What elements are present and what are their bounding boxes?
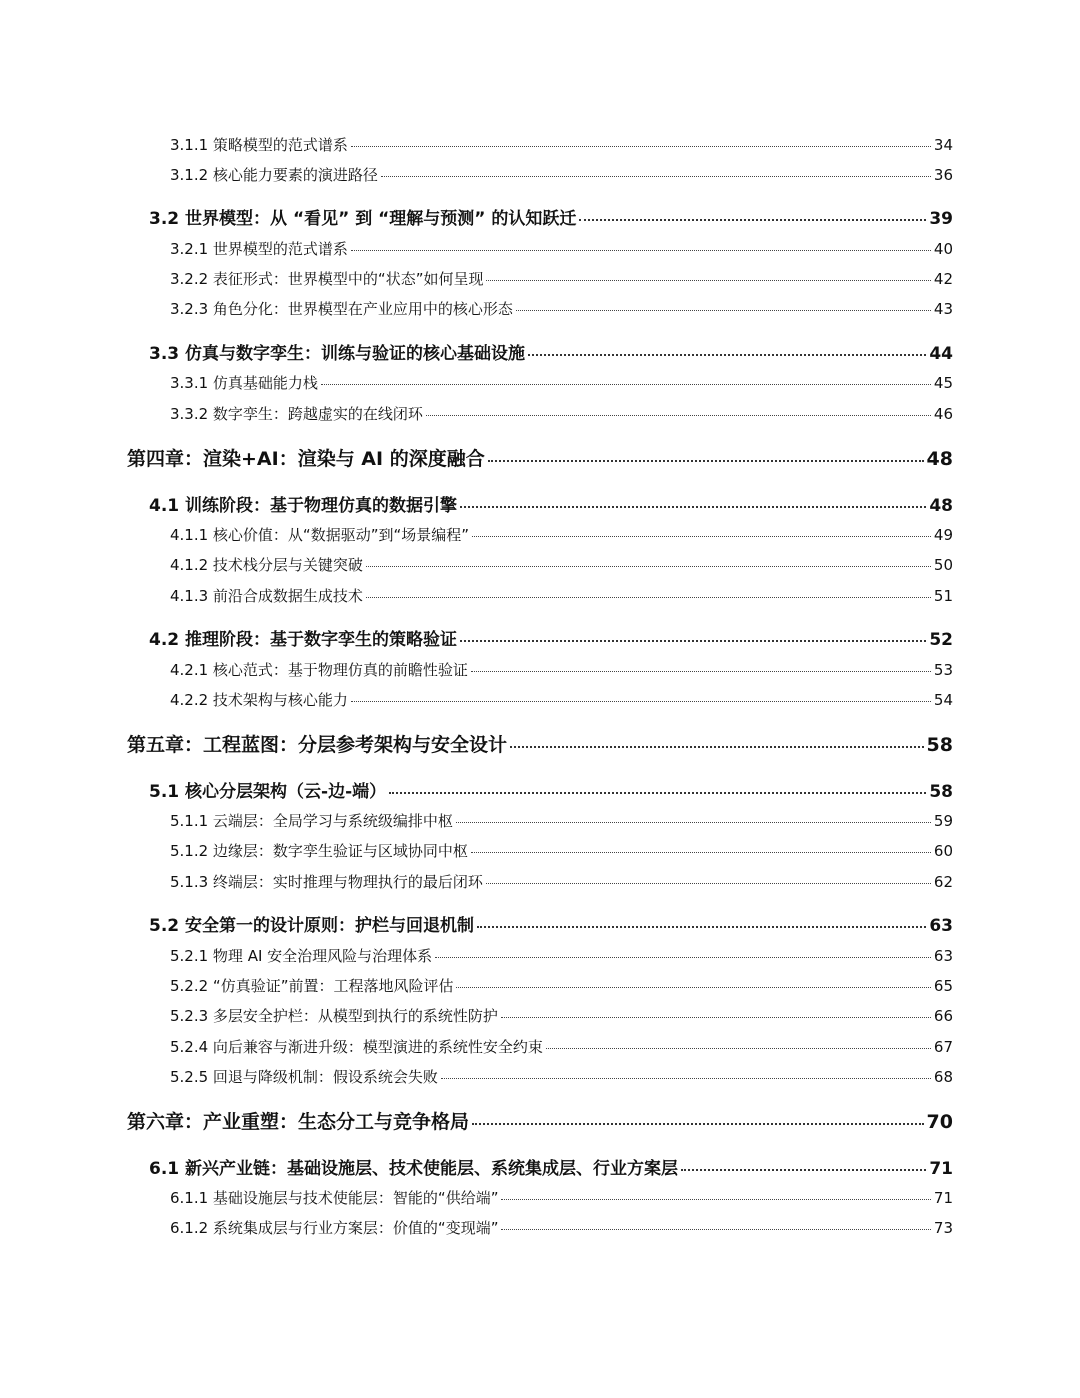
toc-entry-title: 5.2.4 向后兼容与渐进升级：模型演进的系统性安全约束 (170, 1038, 543, 1056)
toc-entry-title: 4.2 推理阶段：基于数字孪生的策略验证 (149, 630, 458, 650)
toc-entry-title: 4.1.2 技术栈分层与关键突破 (170, 556, 363, 574)
toc-entry[interactable] (149, 491, 953, 516)
toc-entry-page: 48 (926, 448, 953, 470)
toc-entry[interactable] (170, 1066, 953, 1087)
toc-entry-title: 3.2.3 角色分化：世界模型在产业应用中的核心形态 (170, 300, 513, 318)
toc-entry-title: 5.1 核心分层架构（云-边-端） (149, 782, 387, 802)
toc-entry-page: 50 (933, 556, 953, 574)
dot-leader (471, 852, 931, 853)
toc-entry[interactable] (170, 554, 953, 575)
toc-entry-page: 66 (933, 1007, 953, 1025)
toc-entry-title: 4.1.1 核心价值：从“数据驱动”到“场景编程” (170, 526, 470, 544)
toc-entry[interactable] (149, 339, 953, 364)
toc-entry-page: 49 (933, 526, 953, 544)
dot-leader (460, 640, 926, 642)
toc-entry[interactable] (170, 1217, 953, 1238)
toc-entry-page: 45 (933, 374, 953, 392)
toc-entry-title: 3.3.2 数字孪生：跨越虚实的在线闭环 (170, 405, 423, 423)
toc-entry-title: 5.1.3 终端层：实时推理与物理执行的最后闭环 (170, 873, 483, 891)
toc-entry-title: 5.2.1 物理 AI 安全治理风险与治理体系 (170, 947, 433, 965)
toc-entry[interactable] (170, 585, 953, 606)
dot-leader (389, 792, 926, 794)
dot-leader (460, 506, 926, 508)
toc-entry-title: 3.2.2 表征形式：世界模型中的“状态”如何呈现 (170, 270, 484, 288)
toc-entry-page: 65 (933, 977, 953, 995)
toc-entry-page: 63 (933, 947, 953, 965)
dot-leader (501, 1199, 930, 1200)
toc-entry-title: 4.2.2 技术架构与核心能力 (170, 691, 348, 709)
dot-leader (351, 146, 931, 147)
toc-entry-page: 60 (933, 842, 953, 860)
toc-entry-page: 62 (933, 873, 953, 891)
toc-entry-title: 5.2.3 多层安全护栏：从模型到执行的系统性防护 (170, 1007, 498, 1025)
dot-leader (351, 701, 931, 702)
toc-entry-title: 4.2.1 核心范式：基于物理仿真的前瞻性验证 (170, 661, 468, 679)
toc-entry-title: 4.1.3 前沿合成数据生成技术 (170, 587, 363, 605)
toc-entry[interactable] (170, 1005, 953, 1026)
dot-leader (579, 219, 926, 221)
dot-leader (546, 1048, 931, 1049)
toc-entry-page: 59 (933, 812, 953, 830)
toc-entry-title: 3.2 世界模型：从 “看见” 到 “理解与预测” 的认知跃迁 (149, 209, 577, 229)
toc-entry-title: 3.3 仿真与数字孪生：训练与验证的核心基础设施 (149, 344, 526, 364)
toc-entry-page: 51 (933, 587, 953, 605)
dot-leader (472, 536, 931, 537)
toc-entry-page: 52 (929, 630, 953, 650)
dot-leader (366, 566, 931, 567)
dot-leader (486, 280, 930, 281)
dot-leader (501, 1017, 931, 1018)
toc-entry-page: 36 (933, 166, 953, 184)
toc-entry[interactable] (149, 625, 953, 650)
toc-entry-title: 5.1.1 云端层：全局学习与系统级编排中枢 (170, 812, 453, 830)
toc-entry[interactable] (170, 134, 953, 155)
toc-entry-page: 42 (933, 270, 953, 288)
toc-entry-title: 4.1 训练阶段：基于物理仿真的数据引擎 (149, 496, 458, 516)
toc-entry-page: 73 (933, 1219, 953, 1237)
toc-entry-title: 6.1 新兴产业链：基础设施层、技术使能层、系统集成层、行业方案层 (149, 1159, 679, 1179)
toc-entry-page: 68 (933, 1068, 953, 1086)
dot-leader (426, 415, 931, 416)
toc-entry[interactable] (170, 524, 953, 545)
toc-entry-title: 第五章：工程蓝图：分层参考架构与安全设计 (127, 734, 508, 756)
dot-leader (435, 957, 931, 958)
toc-entry[interactable] (170, 689, 953, 710)
dot-leader (351, 250, 931, 251)
toc-entry-title: 5.2.2 “仿真验证”前置：工程落地风险评估 (170, 977, 454, 995)
toc-entry-page: 63 (929, 916, 953, 936)
toc-entry[interactable] (170, 372, 953, 393)
toc-entry[interactable] (149, 204, 953, 229)
toc-entry[interactable] (170, 164, 953, 185)
dot-leader (321, 384, 931, 385)
toc-entry-page: 48 (929, 496, 953, 516)
toc-entry[interactable] (170, 238, 953, 259)
dot-leader (501, 1229, 930, 1230)
dot-leader (528, 354, 926, 356)
toc-entry[interactable] (170, 403, 953, 424)
toc-entry-title: 3.2.1 世界模型的范式谱系 (170, 240, 348, 258)
toc-entry[interactable] (170, 810, 953, 831)
toc-entry[interactable] (149, 777, 953, 802)
toc-entry-page: 71 (929, 1159, 953, 1179)
toc-entry-page: 39 (929, 209, 953, 229)
toc-entry-page: 44 (929, 344, 953, 364)
toc-entry-title: 3.1.1 策略模型的范式谱系 (170, 136, 348, 154)
dot-leader (488, 460, 924, 462)
dot-leader (381, 176, 931, 177)
toc-entry-page: 67 (933, 1038, 953, 1056)
toc-entry-page: 43 (933, 300, 953, 318)
toc-entry-title: 5.2.5 回退与降级机制：假设系统会失败 (170, 1068, 438, 1086)
toc-entry-page: 34 (933, 136, 953, 154)
toc-entry-title: 6.1.2 系统集成层与行业方案层：价值的“变现端” (170, 1219, 499, 1237)
dot-leader (456, 987, 930, 988)
toc-entry[interactable] (127, 730, 953, 757)
toc-entry-page: 58 (926, 734, 953, 756)
toc-entry[interactable] (127, 444, 953, 471)
toc-entry[interactable] (170, 1036, 953, 1057)
toc-entry-title: 5.2 安全第一的设计原则：护栏与回退机制 (149, 916, 475, 936)
toc-entry-page: 46 (933, 405, 953, 423)
toc-entry-title: 第六章：产业重塑：生态分工与竞争格局 (127, 1111, 470, 1133)
toc-entry[interactable] (170, 840, 953, 861)
toc-entry[interactable] (170, 975, 953, 996)
toc-entry-page: 70 (926, 1111, 953, 1133)
toc-entry-page: 40 (933, 240, 953, 258)
toc-entry[interactable] (170, 298, 953, 319)
dot-leader (472, 1123, 924, 1125)
toc-entry-page: 54 (933, 691, 953, 709)
dot-leader (681, 1169, 926, 1171)
toc-entry-title: 6.1.1 基础设施层与技术使能层：智能的“供给端” (170, 1189, 499, 1207)
dot-leader (471, 671, 931, 672)
toc-entry[interactable] (170, 871, 953, 892)
toc-entry-title: 5.1.2 边缘层：数字孪生验证与区域协同中枢 (170, 842, 468, 860)
toc-entry[interactable] (170, 945, 953, 966)
dot-leader (477, 926, 926, 928)
toc-entry-page: 53 (933, 661, 953, 679)
toc-entry-page: 58 (929, 782, 953, 802)
toc-entry[interactable] (170, 659, 953, 680)
dot-leader (366, 597, 931, 598)
toc-entry[interactable] (170, 1187, 953, 1208)
dot-leader (441, 1078, 931, 1079)
toc-entry-title: 3.3.1 仿真基础能力栈 (170, 374, 318, 392)
dot-leader (486, 883, 931, 884)
toc-entry-title: 3.1.2 核心能力要素的演进路径 (170, 166, 378, 184)
dot-leader (516, 310, 931, 311)
dot-leader (510, 746, 924, 748)
dot-leader (456, 822, 931, 823)
toc-entry[interactable] (149, 1154, 953, 1179)
toc-entry[interactable] (170, 268, 953, 289)
toc-entry-page: 71 (933, 1189, 953, 1207)
toc-entry[interactable] (127, 1107, 953, 1134)
toc-entry[interactable] (149, 911, 953, 936)
toc-entry-title: 第四章：渲染+AI：渲染与 AI 的深度融合 (127, 448, 485, 470)
